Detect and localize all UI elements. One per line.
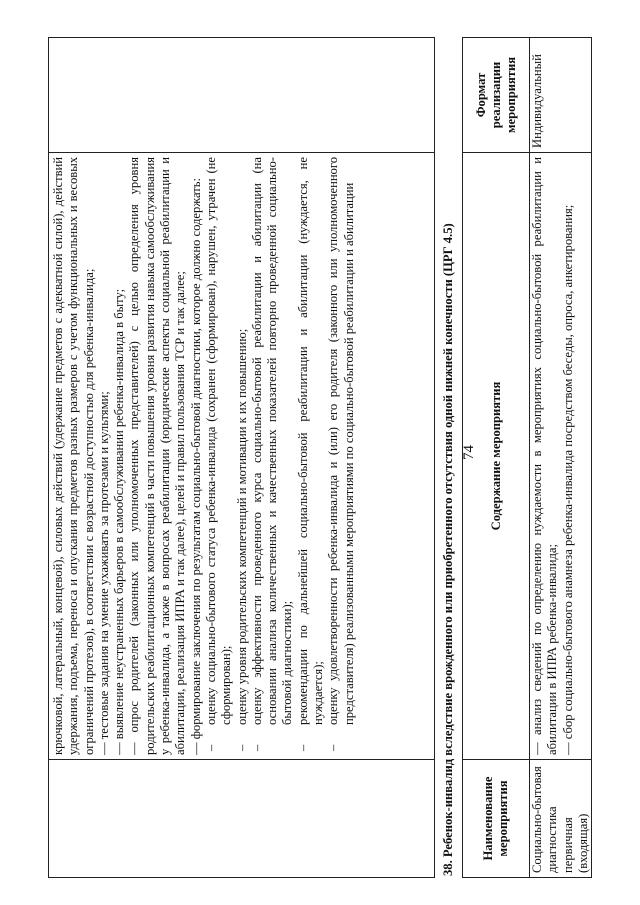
conclusion-items-list bbox=[204, 157, 357, 755]
continuation-table bbox=[48, 37, 435, 878]
header-name: Наименование мероприятия bbox=[463, 760, 530, 878]
list-item: – оценку уровня родительских компетенций и мотивации к их повышению; bbox=[235, 157, 250, 755]
continuation-line: — выявление неустраненных барьеров в самообслуживании ребенка-инвалида в быту; bbox=[112, 288, 127, 755]
continuation-line: — тестовые задания на умение ухаживать за протезами и культями; bbox=[96, 391, 111, 755]
section-heading: 38. Ребенок-инвалид вследствие врожденного или приобретенного отсутствия одной нижней конечности (ЦРГ 4.5) bbox=[441, 223, 455, 876]
activities-table bbox=[462, 37, 592, 878]
continuation-line: — опрос родителей (законных или уполномоченных представителей) с целью определения уровня родительских реабилитационных компетенций в части повышения уровня развития навыка самообслуживания у ребенка-инвалида, а также в вопросах реабилитации (юридические аспекты социальной реабилитации и абилитации, реализация ИПРА и так далее), целей и правил пользования ТСР и так далее; bbox=[127, 157, 188, 755]
continuation-format-cell bbox=[49, 38, 435, 153]
header-content: Содержание мероприятия bbox=[463, 153, 530, 760]
table-row bbox=[530, 38, 592, 878]
activity-content-line: — анализ сведений по определению нуждаемости в мероприятиях социально-бытовой реабилитации и абилитации в ИПРА ребенка-инвалида; bbox=[530, 157, 560, 755]
page-number: 74 bbox=[461, 445, 477, 460]
continuation-row bbox=[49, 38, 435, 878]
list-item: – оценку удовлетворенности ребенка-инвалида и (или) его родителя (законного или уполномоченного представителя) реализованными мероприятиями по социально-бытовой реабилитации и абилитации bbox=[326, 157, 357, 755]
activity-content-cell bbox=[530, 153, 592, 760]
activity-name-cell: Социально-бытовая диагностика первичная (входящая) bbox=[530, 760, 592, 878]
list-item: – рекомендации по дальнейшей социально-бытовой реабилитации и абилитации (нуждается, не нуждается); bbox=[296, 157, 327, 755]
continuation-name-cell bbox=[49, 760, 435, 878]
continuation-content-cell bbox=[49, 153, 435, 760]
continuation-line: крючковой, латеральный, концевой), силовых действий (удержание предметов с адекватной силой), действий удержания, подъема, переноса и опускания предметов разных размеров с учетом функциональных и весовых ограничений протезов), в соответствии с возрастной доступностью для ребенка-инвалида; bbox=[51, 157, 96, 755]
list-item: – оценку социально-бытового статуса ребенка-инвалида (сохранен (сформирован), нарушен, утрачен (не сформирован); bbox=[204, 157, 235, 755]
list-item: – оценку эффективности проведенного курса социально-бытовой реабилитации и абилитации (на основании анализа количественных и качественных показателей повторно проведенной социально-бытовой диагностики); bbox=[250, 157, 296, 755]
activity-format-cell: Индивидуальный bbox=[530, 38, 592, 153]
activity-content-line: — сбор социально-бытового анамнеза ребенка-инвалида посредством беседы, опроса, анкетирования; bbox=[560, 204, 575, 755]
table-header-row bbox=[463, 38, 530, 878]
continuation-line: — формирование заключения по результатам социально-бытовой диагностики, которое должно содержать: bbox=[188, 177, 203, 755]
header-format: Формат реализации мероприятия bbox=[463, 38, 530, 153]
rotated-page-content bbox=[48, 38, 608, 878]
